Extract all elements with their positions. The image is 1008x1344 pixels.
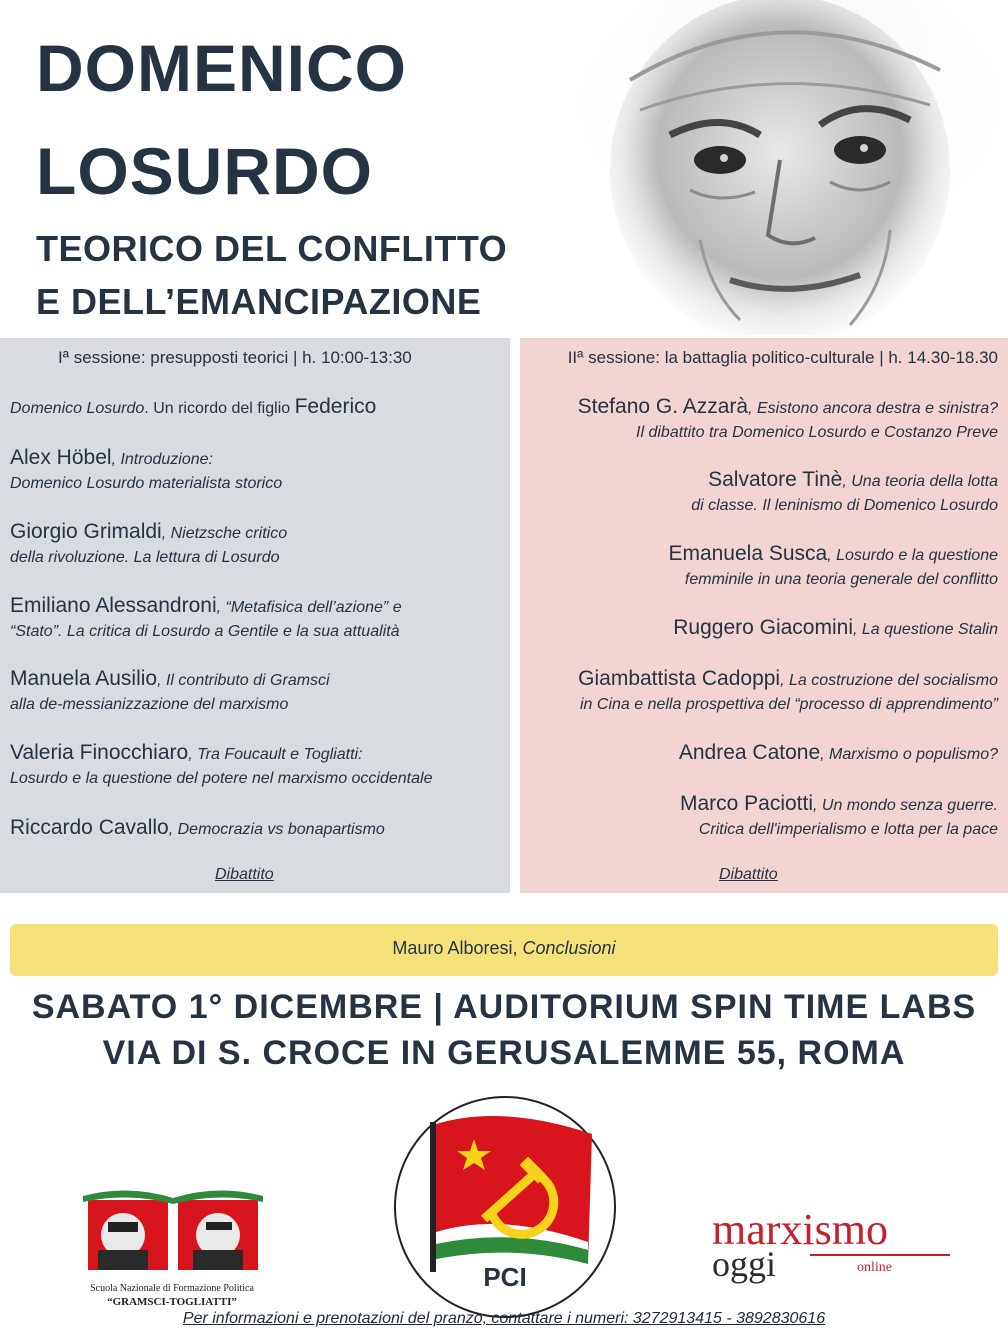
talk-topic: , La questione Stalin <box>853 621 998 638</box>
session-2-item <box>673 616 998 642</box>
session-1-item <box>10 395 376 421</box>
speaker-name: Marco Paciotti <box>679 792 813 815</box>
talk-topic: Domenico Losurdo <box>10 400 145 417</box>
speaker-name: Andrea Catone <box>678 741 821 764</box>
speaker-name: Salvatore Tinè <box>708 468 843 491</box>
speaker-name: Valeria Finocchiaro <box>10 741 189 764</box>
talk-topic: , La costruzione del socialismo <box>780 672 998 689</box>
conclusion-sep: , <box>512 938 523 958</box>
talk-topic-cont: di classe. Il leninismo di Domenico Losurdo <box>691 497 998 514</box>
speaker-name: Ruggero Giacomini <box>673 616 853 639</box>
speaker-name: Emanuela Susca <box>668 542 828 565</box>
event-date-venue: SABATO 1° DICEMBRE | AUDITORIUM SPIN TIME LABS <box>31 988 977 1026</box>
title-line-1: DOMENICO <box>36 31 407 105</box>
contact-footer: Per informazioni e prenotazioni del pranzo, contattare i numeri: 3272913415 - 3892830616 <box>182 1310 826 1327</box>
subtitle-line-2: E DELL’EMANCIPAZIONE <box>36 281 482 322</box>
losurdo-portrait <box>540 0 1008 335</box>
school-name: Scuola Nazionale di Formazione Politica <box>90 1283 254 1294</box>
online-wordmark: online <box>857 1260 892 1275</box>
talk-topic: , Tra Foucault e Togliatti: <box>188 746 363 763</box>
speaker-name: Stefano G. Azzarà <box>577 395 749 418</box>
talk-topic-cont: in Cina e nella prospettiva del “processo di apprendimento” <box>579 696 998 713</box>
subtitle-line-1: TEORICO DEL CONFLITTO <box>36 228 508 269</box>
session-1-item <box>10 667 330 717</box>
speaker-name: Giambattista Cadoppi <box>578 667 781 690</box>
session-1-item <box>10 741 432 791</box>
marxismo-rule <box>810 1254 950 1256</box>
session-2-item <box>668 542 998 592</box>
speaker-name: Emiliano Alessandroni <box>10 594 217 617</box>
session-2-heading: IIª sessione: la battaglia politico-culturale | h. 14.30-18.30 <box>567 348 998 367</box>
conclusion-speaker: Mauro Alboresi <box>392 938 513 958</box>
conclusion-line <box>0 938 1008 959</box>
talk-topic: , Esistono ancora destra e sinistra? <box>748 400 998 417</box>
talk-topic: , Un mondo senza guerre. <box>813 797 998 814</box>
talk-topic: , Marxismo o populismo? <box>820 746 998 763</box>
school-subtitle: “GRAMSCI-TOGLIATTI” <box>107 1296 237 1308</box>
title-line-2: LOSURDO <box>36 134 373 208</box>
session-1-item <box>10 520 287 570</box>
session-2-item <box>578 667 998 717</box>
session-2-debate: Dibattito <box>719 866 778 883</box>
session-2-item <box>680 792 998 842</box>
talk-topic-cont: della rivoluzione. La lettura di Losurdo <box>10 549 280 566</box>
oggi-wordmark: oggi <box>712 1244 777 1284</box>
speaker-name: Manuela Ausilio <box>10 667 158 690</box>
talk-topic-cont: “Stato”. La critica di Losurdo a Gentile e la sua attualità <box>10 623 400 640</box>
session-1-item <box>10 446 282 496</box>
talk-topic-cont: femminile in una teoria generale del conflitto <box>684 571 998 588</box>
talk-topic-cont: Critica dell'imperialismo e lotta per la pace <box>698 821 998 838</box>
speaker-name: Riccardo Cavallo <box>10 816 169 839</box>
session-1-debate: Dibattito <box>215 866 274 883</box>
session-2-item <box>679 741 998 767</box>
pci-label: PCI <box>483 1262 527 1292</box>
talk-topic: , Losurdo e la questione <box>827 547 998 564</box>
event-address: VIA DI S. CROCE IN GERUSALEMME 55, ROMA <box>102 1034 906 1072</box>
talk-topic-cont: alla de-messianizzazione del marxismo <box>10 696 289 713</box>
speaker-name: Giorgio Grimaldi <box>10 520 162 543</box>
talk-topic-cont: Il dibattito tra Domenico Losurdo e Costanzo Preve <box>636 424 998 441</box>
marxismo-wordmark: marxismo <box>712 1205 888 1254</box>
talk-topic-cont: Domenico Losurdo materialista storico <box>10 475 283 492</box>
conclusion-label: Conclusioni <box>522 938 616 958</box>
talk-topic: , Democrazia vs bonapartismo <box>168 821 385 838</box>
session-1-item <box>10 816 385 842</box>
talk-topic: , “Metafisica dell’azione” e <box>216 599 402 616</box>
speaker-name: Alex Höbel <box>10 446 112 469</box>
session-1-heading: Iª sessione: presupposti teorici | h. 10:00-13:30 <box>58 348 412 367</box>
speaker-name: Federico <box>294 395 377 418</box>
talk-topic: , Nietzsche critico <box>161 525 288 542</box>
talk-topic: , Il contributo di Gramsci <box>157 672 330 689</box>
session-1-item <box>10 594 402 644</box>
talk-topic-cont: . Un ricordo del figlio <box>144 400 295 417</box>
session-2-item <box>691 468 998 518</box>
talk-topic-cont: Losurdo e la questione del potere nel marxismo occidentale <box>10 770 433 787</box>
session-2-item <box>578 395 998 445</box>
talk-topic: , Introduzione: <box>111 451 213 468</box>
talk-topic: , Una teoria della lotta <box>842 473 998 490</box>
